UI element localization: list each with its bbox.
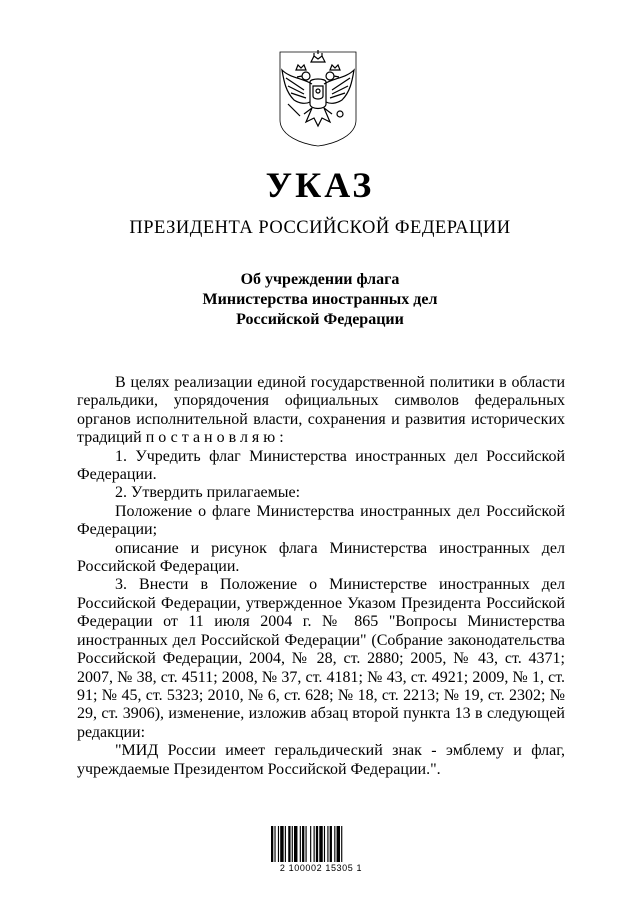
document-subtitle: ПРЕЗИДЕНТА РОССИЙСКОЙ ФЕДЕРАЦИИ	[129, 218, 511, 238]
heading-line: Российской Федерации	[236, 311, 404, 328]
decree-heading	[0, 270, 640, 330]
paragraph-item-2-b: описание и рисунок флага Министерства иностранных дел Российской Федерации.	[77, 539, 565, 576]
emblem	[274, 48, 362, 148]
paragraph-item-3: 3. Внести в Положение о Министерстве иностранных дел Российской Федерации, утвержденное Указом Президента Российской Федерации от 11 июля 2004 г. № 865 "Вопросы Министерства иностранных дел Российской Федерации" (Собрание законодательства Российской Федерации, 2004, № 28, ст. 2880; 2005, № 43, ст. 4371; 2007, № 38, ст. 4511; 2008, № 37, ст. 4181; № 43, ст. 4921; 2009, № 1, ст. 91; № 45, ст. 5323; 2010, № 6, ст. 628; № 18, ст. 2213; № 19, ст. 2302; № 29, ст. 3906), изменение, изложив абзац второй пункта 13 в следующей редакции:	[77, 576, 565, 741]
decree-body	[77, 374, 565, 779]
paragraph-preamble	[77, 374, 565, 448]
preamble-text: В целях реализации единой государственной политики в области геральдики, упорядочения официальных символов федеральных органов исполнительной власти, сохранения и развития исторических традиций	[77, 374, 565, 447]
coat-of-arms-icon	[274, 48, 362, 148]
barcode-icon	[269, 820, 373, 864]
paragraph-quote: "МИД России имеет геральдический знак - эмблему и флаг, учреждаемые Президентом Российской Федерации.".	[77, 742, 565, 778]
document-title: УКАЗ	[265, 165, 375, 205]
paragraph-item-2-a: Положение о флаге Министерства иностранных дел Российской Федерации;	[77, 502, 565, 539]
heading-line: Об учреждении флага	[240, 271, 400, 288]
paragraph-item-1: 1. Учредить флаг Министерства иностранных дел Российской Федерации.	[77, 447, 565, 484]
heading-line: Министерства иностранных дел	[202, 291, 438, 308]
paragraph-item-2: 2. Утвердить прилагаемые:	[115, 484, 301, 502]
barcode-number: 2 100002 15305 1	[279, 863, 363, 873]
barcode	[269, 820, 373, 864]
decree-word: постановляю:	[145, 429, 288, 447]
